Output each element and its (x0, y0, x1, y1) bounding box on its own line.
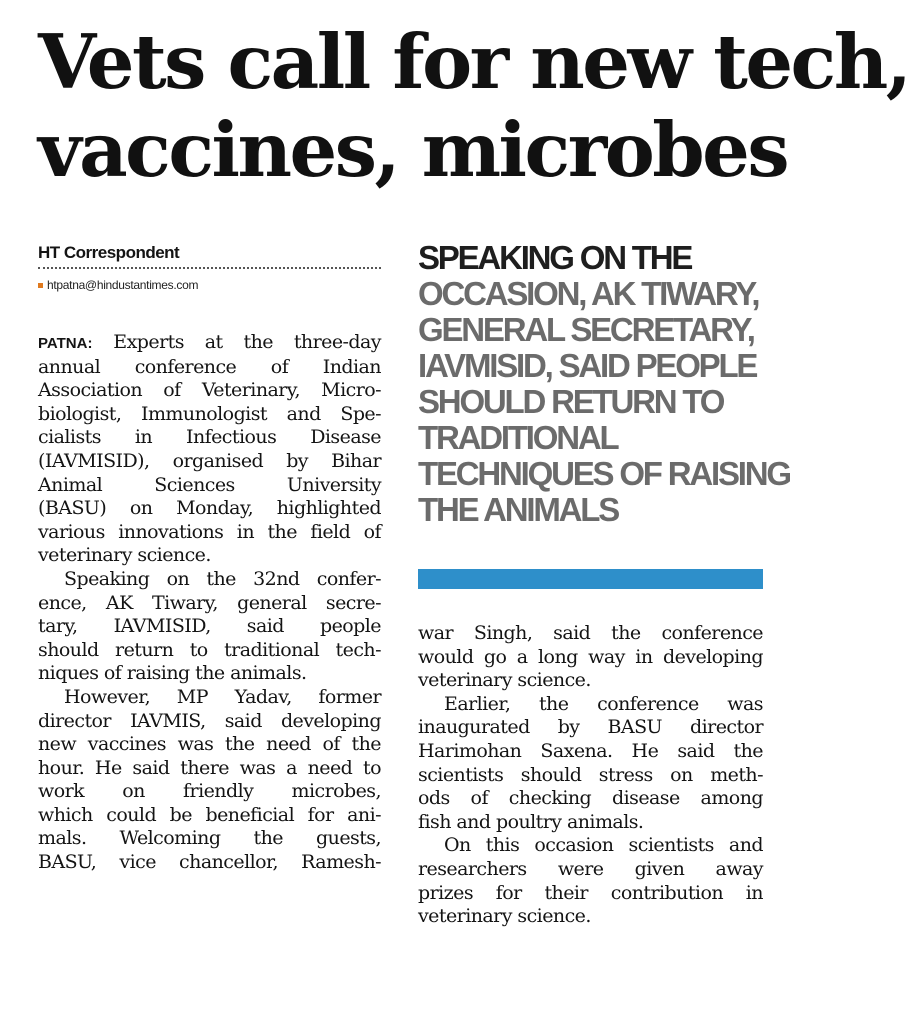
pull-quote-line: IAVMISID, SAID PEOPLE (418, 347, 757, 384)
dateline: PATNA: (38, 335, 93, 352)
pull-quote-line: GENERAL SECRETARY, (418, 311, 754, 348)
pull-quote-line: OCCASION, AK TIWARY, (418, 275, 759, 312)
article-line: annual conference of Indian (38, 355, 381, 378)
article-line: Association of Veterinary, Micro- (38, 379, 381, 402)
pull-quote-line: TRADITIONAL (418, 419, 618, 456)
article-line: (IAVMISID), organised by Bihar (38, 449, 381, 472)
article-line: various innovations in the field of (38, 520, 381, 543)
article-line: war Singh, said the conference (418, 622, 763, 644)
byline-email (38, 278, 198, 292)
article-line: which could be beneficial for ani- (38, 803, 381, 826)
article-line: veterinary science. (418, 669, 591, 692)
article-column-1 (38, 331, 381, 875)
article-line: On this occasion scientists and (444, 834, 763, 857)
article-line: BASU, vice chancellor, Ramesh- (38, 851, 381, 874)
article-line: new vaccines was the need of the (38, 733, 381, 756)
article-line: ods of checking disease among (418, 787, 763, 810)
headline (38, 18, 909, 194)
article-line: ence, AK Tiwary, general secre- (38, 591, 381, 614)
article-line: (BASU) on Monday, highlighted (38, 497, 381, 520)
article-line: should return to traditional tech- (38, 638, 381, 661)
article-line: prizes for their contribution in (418, 881, 763, 904)
article-line: Earlier, the conference was (444, 692, 763, 715)
article-line: PATNA: Experts at the three-day (38, 331, 381, 353)
article-line: Harimohan Saxena. He said the (418, 739, 763, 762)
article-line: inaugurated by BASU director (418, 716, 763, 739)
article-column-2 (418, 622, 763, 929)
article-line: However, MP Yadav, former (64, 685, 381, 708)
article-line: biologist, Immunologist and Spe- (38, 402, 381, 425)
article-line: hour. He said there was a need to (38, 756, 381, 779)
article-line: veterinary science. (418, 905, 591, 928)
article-line: Animal Sciences University (38, 473, 381, 496)
byline-author: HT Correspondent (38, 243, 381, 269)
pull-quote-line: SPEAKING ON THE (418, 239, 692, 276)
article-line: scientists should stress on meth- (418, 763, 763, 786)
pull-quote-line: THE ANIMALS (418, 491, 619, 528)
pull-quote-accent-bar (418, 569, 763, 589)
article-line: fish and poultry animals. (418, 810, 644, 833)
email-text: htpatna@hindustantimes.com (47, 278, 199, 292)
bullet-icon (38, 283, 43, 288)
article-line: mals. Welcoming the guests, (38, 827, 381, 850)
pull-quote (418, 239, 790, 528)
pull-quote-line: SHOULD RETURN TO (418, 383, 724, 420)
article-line: Speaking on the 32nd confer- (64, 567, 381, 590)
article-line: tary, IAVMISID, said people (38, 615, 381, 638)
article-line: niques of raising the animals. (38, 662, 307, 685)
article-line: veterinary science. (38, 544, 211, 567)
article-line: director IAVMIS, said developing (38, 709, 381, 732)
article-line: would go a long way in developing (418, 645, 763, 668)
pull-quote-line: TECHNIQUES OF RAISING (418, 455, 790, 492)
article-line: cialists in Infectious Disease (38, 426, 381, 449)
article-line: researchers were given away (418, 857, 763, 880)
article-line: work on friendly microbes, (38, 780, 381, 803)
headline-line: vaccines, microbes (38, 106, 788, 194)
headline-line: Vets call for new tech, (38, 18, 909, 106)
